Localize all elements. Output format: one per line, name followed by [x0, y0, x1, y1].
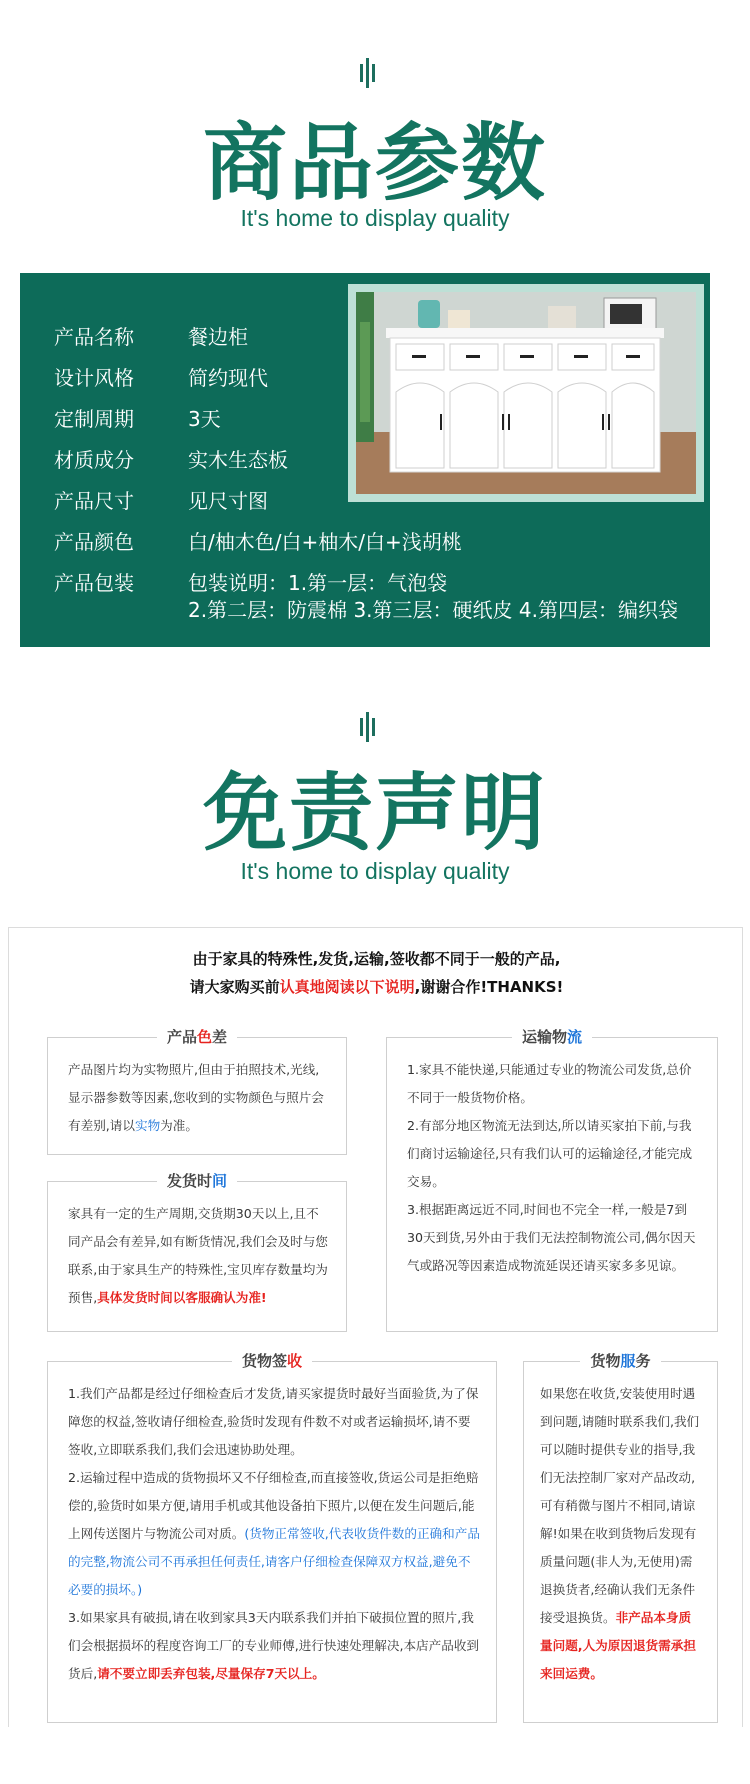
- box-title: 运输物流: [387, 1026, 717, 1047]
- goods-receipt-box: [47, 1352, 497, 1723]
- box-body: [407, 1056, 701, 1280]
- params-panel: [20, 273, 710, 647]
- box-body: 1.我们产品都是经过仔细检查后才发货,请买家提货时最好当面验货,为了保障您的权益,签收请仔细检查,验货时发现有件数不对或者运输损坏,请不要签收,立即联系我们,我们会迅速协助处理。 2.运输过程中造成的货物损坏又不仔细检查,而直接签收,货运公司是拒绝赔偿的,验货时如果方便,请用手机或其他设备拍下照片,以便在发生问题后,能上网传送图片与物流公司对质。(货物正常签收,代表收货件数的正确和产品的完整,物流公司不再承担任何责任,请客户仔细检查保障双方权益,避免不必要的损坏。) 3.如果家具有破损,请在收到家具3天内联系我们并拍下破损位置的照片,我们会根据损坏的程度咨询工厂的专业师傅,进行快速处理解决,本店产品收到货后,请不要立即丢弃包装,尽量保存7天以上。: [68, 1380, 480, 1688]
- box-body: 如果您在收货,安装使用时遇到问题,请随时联系我们,我们可以随时提供专业的指导,我们无法控制厂家对产品改动,可有稍微与图片不相同,请谅解!如果在收到货物后发现有质量问题(非人为,无使用)需退换货者,经确认我们无条件接受退换货。非产品本身质量问题,人为原因退货需承担来回运费。: [540, 1386, 700, 1681]
- logistics-box: [386, 1028, 718, 1332]
- intro-text: ,谢谢合作!THANKS!: [414, 978, 564, 996]
- param-key: 材质成分: [54, 448, 134, 472]
- param-value: 实木生态板: [188, 448, 288, 472]
- color-difference-box: [47, 1028, 347, 1155]
- intro-line-1: 由于家具的特殊性,发货,运输,签收都不同于一般的产品,: [192, 950, 561, 968]
- param-key: 产品尺寸: [54, 489, 134, 513]
- box-title: 产品色差: [48, 1026, 346, 1047]
- section-title-params: 商品参数: [202, 114, 547, 212]
- sideboard-illustration: [356, 292, 696, 494]
- param-value: 包装说明：1.第一层：气泡袋: [188, 571, 448, 595]
- divider-ornament-icon: [348, 58, 388, 88]
- box-body: 产品图片均为实物照片,但由于拍照技术,光线,显示器参数等因素,您收到的实物颜色与照片会有差别,请以实物为准。: [68, 1062, 324, 1133]
- intro-text: 请大家购买前: [189, 978, 280, 996]
- logistics-paragraph: 3.根据距离远近不同,时间也不完全一样,一般是7到30天到货,另外由于我们无法控制物流公司,偶尔因天气或路况等因素造成物流延误还请买家多多见谅。: [407, 1202, 696, 1273]
- box-title: 货物服务: [524, 1350, 717, 1371]
- param-value: 白/柚木色/白+柚木/白+浅胡桃: [188, 530, 462, 554]
- box-title: 发货时间: [48, 1170, 346, 1191]
- product-photo-frame: [348, 284, 704, 502]
- product-photo: [356, 292, 696, 494]
- param-value: 餐边柜: [188, 325, 248, 349]
- param-key: 设计风格: [54, 366, 134, 390]
- param-key: 定制周期: [54, 407, 134, 431]
- param-value-line2: 2.第二层：防震棉 3.第三层：硬纸皮 4.第四层：编织袋: [188, 598, 678, 622]
- param-value: 3天: [188, 407, 221, 431]
- section-subtitle-disclaimer: It's home to display quality: [240, 858, 510, 884]
- disclaimer-panel: [8, 927, 743, 1727]
- param-key: 产品包装: [54, 571, 134, 595]
- logistics-paragraph: 2.有部分地区物流无法到达,所以请买家拍下前,与我们商讨运输途径,只有我们认可的运输途径,才能完成交易。: [407, 1118, 693, 1189]
- param-key: 产品名称: [54, 325, 134, 349]
- shipping-time-box: [47, 1172, 347, 1332]
- goods-service-box: [523, 1352, 718, 1723]
- section-title-disclaimer: 免责声明: [202, 764, 547, 862]
- box-title: 货物签收: [48, 1350, 496, 1371]
- section-subtitle-params: It's home to display quality: [240, 205, 510, 231]
- param-value: 简约现代: [188, 366, 268, 390]
- receipt-paragraph: 1.我们产品都是经过仔细检查后才发货,请买家提货时最好当面验货,为了保障您的权益,签收请仔细检查,验货时发现有件数不对或者运输损坏,请不要签收,立即联系我们,我们会迅速协助处理。: [68, 1386, 479, 1457]
- intro-highlight: 认真地阅读以下说明: [279, 978, 415, 996]
- divider-ornament-icon: [348, 712, 388, 742]
- param-value: 见尺寸图: [188, 489, 268, 513]
- intro-line-2: [9, 976, 744, 997]
- box-body: 家具有一定的生产周期,交货期30天以上,且不同产品会有差异,如有断货情况,我们会及时与您联系,由于家具生产的特殊性,宝贝库存数量均为预售,具体发货时间以客服确认为准!: [68, 1206, 328, 1305]
- logistics-paragraph: 1.家具不能快递,只能通过专业的物流公司发货,总价不同于一般货物价格。: [407, 1062, 692, 1105]
- param-key: 产品颜色: [54, 530, 134, 554]
